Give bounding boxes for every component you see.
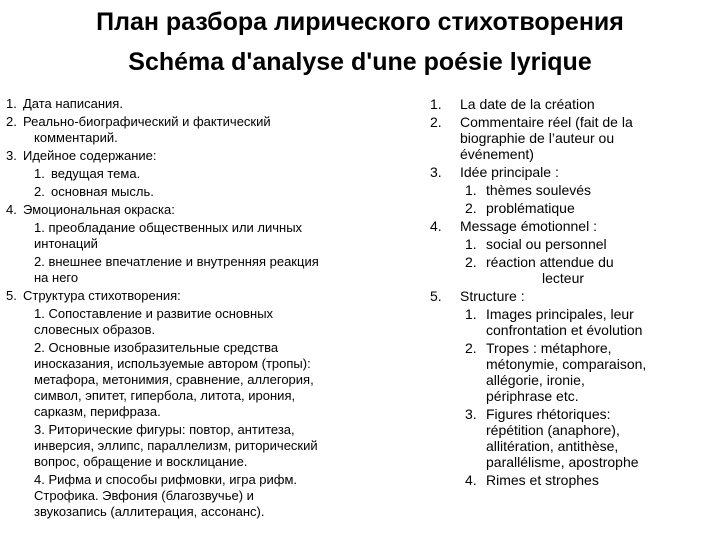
sub-item: 2. problématique — [465, 200, 575, 216]
sub-item: 1. social ou personnel — [465, 236, 607, 252]
item-text: Structure : — [460, 288, 525, 304]
item-number: 4. — [6, 202, 17, 217]
sub-item: 2. Основные изобразительные средства иносказания, используемые автором (тропы): метафора, метонимия, сравнение, аллегория, символ, эпитет, гипербола, литота, ирония, сарказм, перифраза. — [34, 340, 314, 419]
sub-item: 1. thèmes soulevés — [465, 182, 592, 198]
item-text: Структура стихотворения: — [23, 288, 181, 303]
sub-item: 1. преобладание общественных или личных интонаций — [34, 220, 303, 251]
item-number: 2. — [6, 114, 17, 129]
sub-item: 1. Сопоставление и развитие основных словесных образов. — [34, 306, 274, 337]
list-item — [430, 114, 715, 162]
item-text: Эмоциональная окраска: — [23, 202, 175, 217]
sub-item: 3. Figures rhétoriques: répétition (anaphore), allitération, antithèse, parallélisme, apostrophe — [465, 406, 639, 470]
item-text: Идейное содержание: — [23, 148, 157, 163]
item-number: 1. — [6, 96, 17, 111]
list-item — [430, 96, 715, 112]
list-item — [6, 114, 416, 146]
list-item — [430, 218, 715, 234]
list-item — [430, 288, 715, 304]
item-number: 5. — [6, 288, 17, 303]
item-text: Дата написания. — [23, 96, 123, 111]
list-item — [430, 164, 715, 180]
item-text: La date de la création — [460, 96, 595, 112]
item-number: 3. — [6, 148, 17, 163]
sub-item: 4. Рифма и способы рифмовки, игра рифм. Строфика. Эвфония (благозвучье) и звукозапись (аллитерация, ассонанс). — [34, 472, 298, 519]
list-item — [6, 96, 416, 112]
item-number: 4. — [430, 218, 442, 234]
list-item — [6, 148, 416, 164]
sub-item: 2. основная мысль. — [34, 184, 154, 199]
item-number: 2. — [430, 114, 442, 130]
item-text: Commentaire réel (fait de la biographie de l’auteur ou événement) — [460, 114, 633, 162]
list-item — [6, 288, 416, 304]
page-title-french: Schéma d'analyse d'une poésie lyrique — [128, 48, 592, 76]
sub-item: 2. внешнее впечатление и внутренняя реакция на него — [34, 254, 319, 285]
sub-item: 2. Tropes : métaphore, métonymie, comparaison, allégorie, ironie, périphrase etc. — [465, 340, 647, 404]
item-number: 5. — [430, 288, 442, 304]
item-text: Idée principale : — [460, 164, 559, 180]
item-text: Реально-биографический и фактический комментарий. — [23, 114, 271, 145]
list-item — [6, 202, 416, 218]
sub-item: 3. Риторические фигуры: повтор, антитеза, инверсия, эллипс, параллелизм, риторический вопрос, обращение и восклицание. — [34, 422, 318, 469]
item-text: Message émotionnel : — [460, 218, 597, 234]
page-title-russian: План разбора лирического стихотворения — [96, 8, 624, 36]
item-number: 3. — [430, 164, 442, 180]
sub-item: 4. Rimes et strophes — [465, 472, 599, 488]
sub-item: 1. Images principales, leur confrontation et évolution — [465, 306, 643, 338]
sub-item: 2. réaction attendue du lecteur — [465, 254, 614, 286]
sub-item: 1. ведущая тема. — [34, 166, 141, 181]
item-number: 1. — [430, 96, 442, 112]
french-outline — [430, 96, 715, 490]
russian-outline — [6, 96, 416, 522]
